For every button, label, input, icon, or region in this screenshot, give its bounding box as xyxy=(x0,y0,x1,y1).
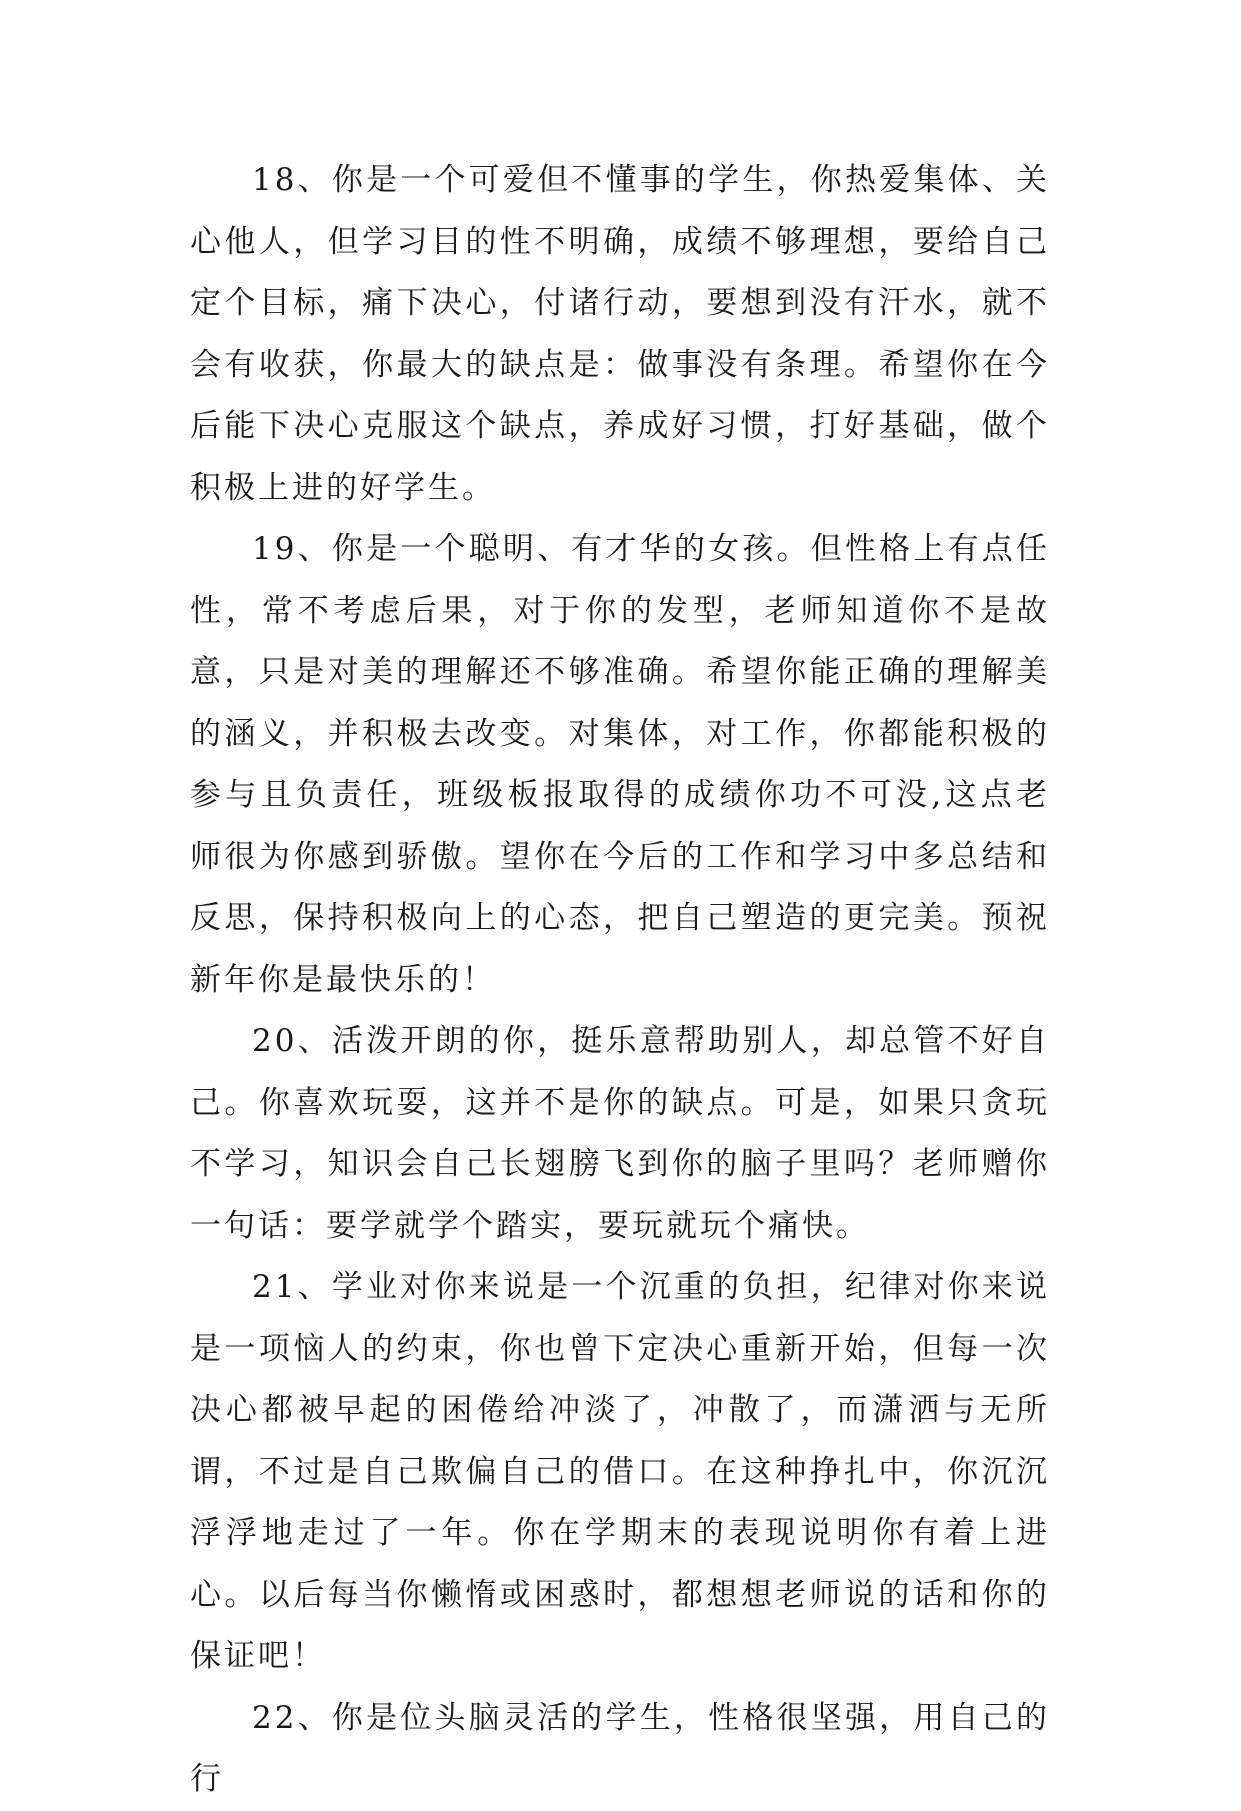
comment-paragraph-22: 22、你是位头脑灵活的学生，性格很坚强，用自己的行 xyxy=(190,1699,1050,1797)
comment-paragraph-20: 20、活泼开朗的你，挺乐意帮助别人，却总管不好自己。你喜欢玩耍，这并不是你的缺点。可是，如果只贪玩不学习，知识会自己长翅膀飞到你的脑子里吗？老师赠你一句话：要学就学个踏实，要玩就玩个痛快。 xyxy=(190,1023,1050,1244)
comment-paragraph-19: 19、你是一个聪明、有才华的女孩。但性格上有点任性，常不考虑后果，对于你的发型，老师知道你不是故意，只是对美的理解还不够准确。希望你能正确的理解美的涵义，并积极去改变。对集体，对工作，你都能积极的参与且负责任，班级板报取得的成绩你功不可没,这点老师很为你感到骄傲。望你在今后的工作和学习中多总结和反思，保持积极向上的心态，把自己塑造的更完美。预祝新年你是最快乐的！ xyxy=(190,531,1050,998)
comment-paragraph-21: 21、学业对你来说是一个沉重的负担，纪律对你来说是一项恼人的约束，你也曾下定决心重新开始，但每一次决心都被早起的困倦给冲淡了，冲散了，而潇洒与无所谓，不过是自己欺偏自己的借口。在这种挣扎中，你沉沉浮浮地走过了一年。你在学期末的表现说明你有着上进心。以后每当你懒惰或困惑时，都想想老师说的话和你的保证吧！ xyxy=(190,1269,1050,1674)
document-body xyxy=(190,150,1050,1811)
comment-paragraph-18: 18、你是一个可爱但不懂事的学生，你热爱集体、关心他人，但学习目的性不明确，成绩不够理想，要给自己定个目标，痛下决心，付诸行动，要想到没有汗水，就不会有收获，你最大的缺点是：做事没有条理。希望你在今后能下决心克服这个缺点，养成好习惯，打好基础，做个积极上进的好学生。 xyxy=(190,162,1050,506)
